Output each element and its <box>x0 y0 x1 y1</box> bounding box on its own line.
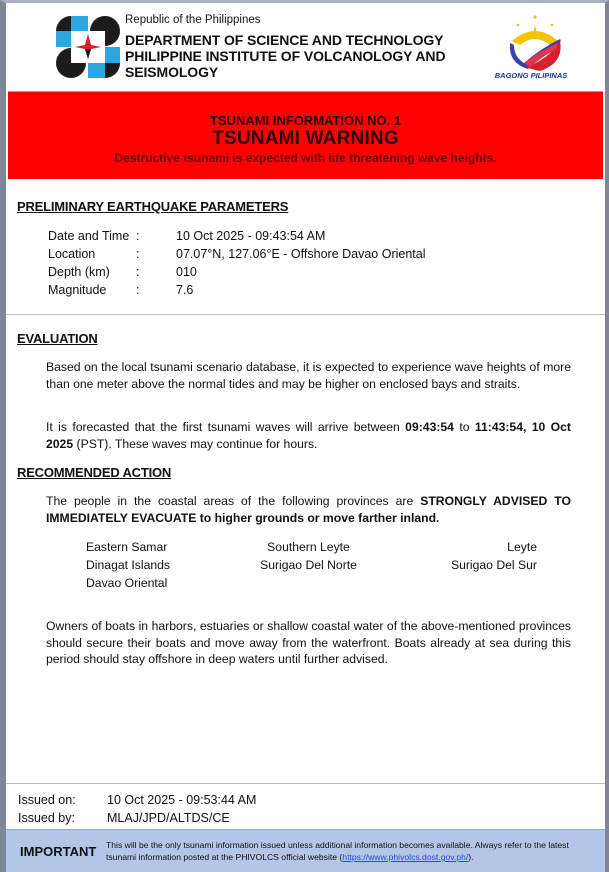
param-colon: : <box>136 283 140 297</box>
text-segment: to <box>453 420 475 434</box>
republic-label: Republic of the Philippines <box>125 14 261 26</box>
text-segment: The people in the coastal areas of the following provinces are <box>46 494 421 508</box>
param-label: Location <box>48 247 96 261</box>
important-label: IMPORTANT <box>20 844 97 859</box>
province-item: Southern Leyte <box>267 540 350 554</box>
param-colon: : <box>136 265 140 279</box>
province-item: Davao Oriental <box>86 576 168 590</box>
evacuation-advisory: STRONGLY ADVISED TO IMMEDIATELY EVACUATE to higher grounds or move farther inland. <box>46 494 571 525</box>
warning-banner <box>8 91 603 179</box>
text-segment: (PST). These waves may continue for hours. <box>73 436 318 451</box>
evaluation-heading: EVALUATION <box>17 331 98 346</box>
province-item: Surigao Del Norte <box>260 558 357 572</box>
issued-by-label: Issued by: <box>18 811 75 825</box>
text-segment: It is forecasted that the first tsunami waves will arrive between <box>46 420 406 434</box>
param-row-datetime <box>48 227 426 245</box>
section-divider <box>6 783 605 784</box>
param-value: 7.6 <box>176 283 194 297</box>
header <box>6 3 605 91</box>
phivolcs-website-link[interactable]: https://www.phivolcs.dost.gov.ph/ <box>342 852 469 862</box>
action-paragraph-2: Owners of boats in harbors, estuaries or shallow coastal water of the above-mentioned provinces should secure their boats and move away from the waterfront. Boats already at sea during this period should stay offshore in deep waters until further advised. <box>46 619 571 666</box>
bulletin-number: TSUNAMI INFORMATION NO. 1 <box>209 113 402 128</box>
action-paragraph-1 <box>46 493 571 526</box>
issued-on-label: Issued on: <box>18 793 76 807</box>
important-notice <box>6 829 605 872</box>
province-row <box>46 556 571 574</box>
issued-on-value: 10 Oct 2025 - 09:53:44 AM <box>107 793 257 807</box>
province-row <box>46 538 571 556</box>
province-item <box>221 574 396 592</box>
param-row-depth <box>48 263 426 281</box>
province-item: Surigao Del Sur <box>450 558 537 572</box>
param-colon: : <box>136 229 140 243</box>
param-row-location <box>48 245 426 263</box>
province-item <box>396 574 571 592</box>
text-segment: This will be the only tsunami information issued unless additional information becomes available. Always refer to the latest tsunami information posted at the PHIVOLCS official website ( <box>106 840 569 862</box>
bagong-pilipinas-label: BAGONG PILIPINAS <box>494 71 568 80</box>
issued-info <box>18 791 256 827</box>
issued-by-value: MLAJ/JPD/ALTDS/CE <box>107 811 230 825</box>
param-label: Magnitude <box>48 283 107 297</box>
parameters-table <box>48 227 426 299</box>
section-divider <box>6 314 605 315</box>
action-heading: RECOMMENDED ACTION <box>17 465 172 480</box>
parameters-heading: PRELIMINARY EARTHQUAKE PARAMETERS <box>17 199 289 214</box>
param-row-magnitude <box>48 281 426 299</box>
province-row <box>46 574 571 592</box>
issued-on-row <box>18 791 256 809</box>
institute-name-line1: PHILIPPINE INSTITUTE OF VOLCANOLOGY AND <box>125 48 446 64</box>
issued-by-row <box>18 809 256 827</box>
province-item: Leyte <box>507 540 537 554</box>
important-text <box>106 839 601 863</box>
param-value: 010 <box>176 265 197 279</box>
evaluation-paragraph-2 <box>46 419 571 452</box>
param-colon: : <box>136 247 140 261</box>
department-name: DEPARTMENT OF SCIENCE AND TECHNOLOGY <box>125 32 444 48</box>
warning-subtitle: Destructive tsunami is expected with life threatening wave heights. <box>114 151 497 165</box>
header-text <box>125 14 445 80</box>
arrival-end-time: 11:43:54, 10 Oct 2025 <box>46 420 571 451</box>
param-value: 07.07°N, 127.06°E - Offshore Davao Oriental <box>176 247 426 261</box>
dost-logo-icon <box>55 15 121 79</box>
evaluation-paragraph-1: Based on the local tsunami scenario database, it is expected to experience wave heights of more than one meter above the normal tides and may be higher on enclosed bays and straits. <box>46 360 571 391</box>
province-item: Eastern Samar <box>86 540 168 554</box>
institute-name-line2: SEISMOLOGY <box>125 64 219 80</box>
text-segment: ). <box>468 852 474 862</box>
province-item: Dinagat Islands <box>86 558 171 572</box>
param-label: Date and Time <box>48 229 130 243</box>
param-label: Depth (km) <box>48 265 110 279</box>
param-value: 10 Oct 2025 - 09:43:54 AM <box>176 229 326 243</box>
warning-title: TSUNAMI WARNING <box>212 128 399 149</box>
province-list <box>46 538 571 592</box>
arrival-start-time: 09:43:54 <box>405 420 454 434</box>
